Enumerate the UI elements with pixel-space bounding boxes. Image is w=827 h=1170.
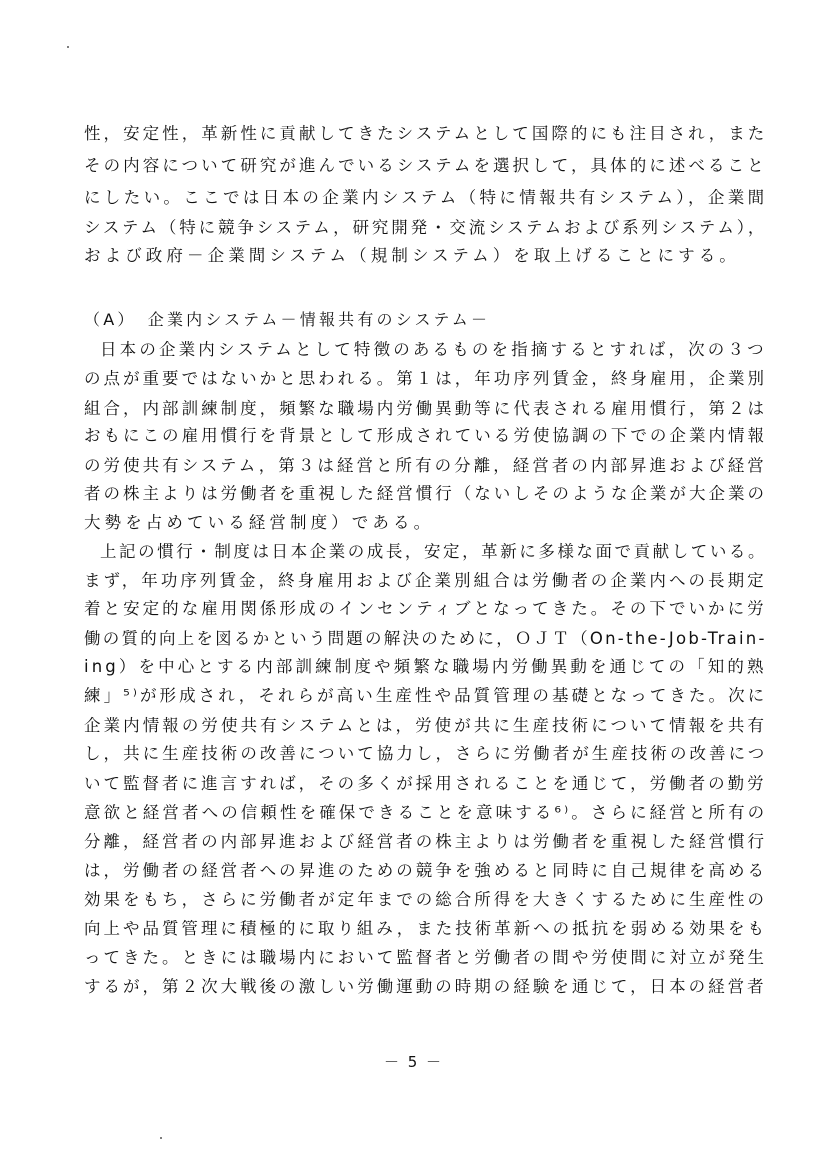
text-line: ing）を中心とする内部訓練制度や頻繁な職場内労働異動を通じての「知的熟 <box>84 657 767 676</box>
text-line: は，労働者の経営者への昇進のための競争を強めると同時に自己規律を高める <box>84 861 767 880</box>
text-line: 大勢を占めている経営制度）である。 <box>84 513 435 532</box>
scan-speck <box>67 46 69 48</box>
text-line: の労使共有システム，第３は経営と所有の分離，経営者の内部昇進および経営 <box>84 456 767 475</box>
text-line: システム（特に競争システム，研究開発・交流システムおよび系列システム）， <box>84 218 768 237</box>
text-line: 効果をもち，さらに労働者が定年までの総合所得を大きくするために生産性の <box>84 890 767 909</box>
text-line: 向上や品質管理に積極的に取り組み，また技術革新への抵抗を弱める効果をも <box>84 919 767 938</box>
text-line: 分離，経営者の内部昇進および経営者の株主よりは労働者を重視した経営慣行 <box>84 832 767 851</box>
text-line: 練」⁵⁾が形成され，それらが高い生産性や品質管理の基礎となってきた。次に <box>84 686 768 705</box>
text-line: 性，安定性，革新性に貢献してきたシステムとして国際的にも注目され，また <box>84 124 768 143</box>
text-line: 企業内情報の労使共有システムとは，労使が共に生産技術について情報を共有 <box>84 716 768 735</box>
text-line: するが，第２次大戦後の激しい労働運動の時期の経験を通じて，日本の経営者 <box>84 977 767 996</box>
page-number: － 5 － <box>383 1053 444 1071</box>
text-line: し，共に生産技術の改善について協力し，さらに労働者が生産技術の改善につ <box>84 744 768 763</box>
text-line: にしたい。ここでは日本の企業内システム（特に情報共有システム），企業間 <box>84 188 768 207</box>
text-line: 者の株主よりは労働者を重視した経営慣行（ないしそのような企業が大企業の <box>84 484 767 503</box>
text-line: まず，年功序列賃金，終身雇用および企業別組合は労働者の企業内への長期定 <box>84 571 767 590</box>
text-line: いて監督者に進言すれば，その多くが採用されることを通じて，労働者の勤労 <box>84 774 767 793</box>
text-line: 日本の企業内システムとして特徴のあるものを指摘するとすれば，次の３つ <box>100 340 767 359</box>
text-line: 意欲と経営者への信頼性を確保できることを意味する⁶⁾。さらに経営と所有の <box>84 803 768 822</box>
scan-speck <box>160 1137 162 1139</box>
section-heading: （A） 企業内システム－情報共有のシステム－ <box>84 310 491 329</box>
text-line: 着と安定的な雇用関係形成のインセンティブとなってきた。その下でいかに労 <box>84 599 767 618</box>
text-line: 上記の慣行・制度は日本企業の成長，安定，革新に多様な面で貢献している。 <box>100 542 767 561</box>
text-line: その内容について研究が進んでいるシステムを選択して，具体的に述べること <box>84 156 767 175</box>
text-line: の点が重要ではないかと思われる。第１は，年功序列賃金，終身雇用，企業別 <box>84 369 767 388</box>
text-line: ってきた。ときには職場内において監督者と労働者の間や労使間に対立が発生 <box>84 948 767 967</box>
text-line: および政府－企業間システム（規制システム）を取上げることにする。 <box>84 246 740 265</box>
text-line: 組合，内部訓練制度，頻繁な職場内労働異動等に代表される雇用慣行，第２は <box>84 399 767 418</box>
text-line: おもにこの雇用慣行を背景として形成されている労使協調の下での企業内情報 <box>84 426 767 445</box>
text-line: 働の質的向上を図るかという問題の解決のために，ＯＪＴ（On-the-Job-Train- <box>84 629 767 648</box>
